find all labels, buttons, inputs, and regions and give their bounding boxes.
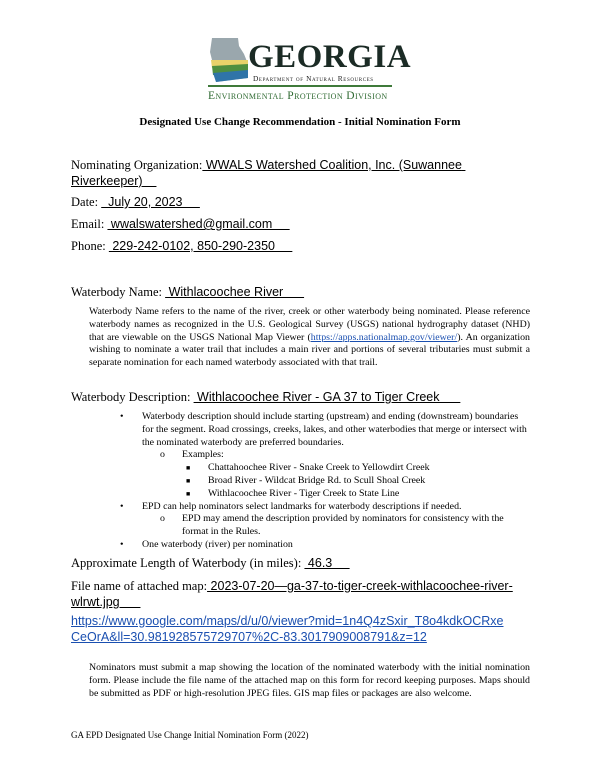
instructions-text-continued: ). An organization wishing to nominate a water trail that includes a main river and portions of several tributaries must submit a separate nomination for each named waterbody associated with that trail. xyxy=(89,331,530,369)
list-item xyxy=(120,411,532,449)
phone-value: 229-242-0102, 850-290-2350 xyxy=(108,239,293,253)
date-field xyxy=(71,195,200,210)
square-bullet-icon: ■ xyxy=(186,476,191,485)
email-label: Email: xyxy=(71,217,105,231)
email-value: wwalswatershed@gmail.com xyxy=(107,217,290,231)
date-value: July 20, 2023 xyxy=(101,195,200,209)
square-bullet-icon: ■ xyxy=(186,489,191,498)
list-item xyxy=(120,501,532,514)
waterbody-name-field xyxy=(71,285,304,300)
page-footer: GA EPD Designated Use Change Initial Nomination Form (2022) xyxy=(71,730,309,740)
map-instructions: Nominators must submit a map showing the location of the nominated waterbody with the initial nomination form. Please include the file name of the attached map on this form for record keeping purposes. Maps should be submitted as PDF or high-resolution JPEG files. GIS map files or packages are also welcome. xyxy=(89,662,530,699)
list-item-text: Withlacoochee River - Tiger Creek to State Line xyxy=(208,487,400,499)
bullet-icon: • xyxy=(120,500,124,512)
square-bullet-icon: ■ xyxy=(186,464,191,473)
phone-label: Phone: xyxy=(71,239,106,253)
list-item xyxy=(186,475,532,488)
list-item-text: One waterbody (river) per nomination xyxy=(142,538,293,550)
google-map-link[interactable]: https://www.google.com/maps/d/u/0/viewer?mid=1n4Q4zSxir_T8o4kdkOCRxeCeOrA&ll=30.981928575729707%2C-83.3017909008791&z=12 xyxy=(71,614,504,644)
list-item-text: Chattahoochee River - Snake Creek to Yellowdirt Creek xyxy=(208,462,430,474)
logo-title: GEORGIA xyxy=(248,39,412,75)
map-filename-value: 2023-07-20—ga-37-to-tiger-creek-withlacoochee-river-wlrwt.jpg xyxy=(71,579,513,609)
date-label: Date: xyxy=(71,195,99,209)
list-item xyxy=(160,449,532,462)
list-item-text: Broad River - Wildcat Bridge Rd. to Scull Shoal Creek xyxy=(208,474,426,486)
list-item xyxy=(186,462,532,475)
length-label: Approximate Length of Waterbody (in miles): xyxy=(71,556,302,570)
list-item xyxy=(160,513,532,539)
list-item xyxy=(120,539,532,552)
logo-subtitle: Department of Natural Resources xyxy=(253,74,374,83)
phone-field xyxy=(71,239,292,254)
email-field xyxy=(71,217,290,232)
list-item-text: Waterbody description should include starting (upstream) and ending (downstream) boundaries for the segment. Road crossings, creeks, lakes, and other waterbodies that merge or intersect with the nominated waterbody are preferred boundaries. xyxy=(142,411,527,448)
map-filename-label: File name of attached map: xyxy=(71,579,208,593)
georgia-state-icon xyxy=(208,38,250,84)
logo-divider xyxy=(208,85,392,87)
nominating-organization-value: WWALS Watershed Coalition, Inc. (Suwannee Riverkeeper) xyxy=(71,158,466,188)
map-filename-field xyxy=(71,578,521,610)
circle-bullet-icon: o xyxy=(160,513,165,525)
logo-division: Environmental Protection Division xyxy=(208,90,388,102)
length-value: 46.3 xyxy=(304,556,350,570)
waterbody-name-instructions xyxy=(89,306,530,370)
national-map-viewer-link[interactable]: https://apps.nationalmap.gov/viewer/ xyxy=(310,331,458,343)
georgia-epd-logo xyxy=(208,38,412,102)
circle-bullet-icon: o xyxy=(160,449,165,461)
bullet-icon: • xyxy=(120,411,124,422)
description-guidelines xyxy=(120,411,532,552)
waterbody-description-value: Withlacoochee River - GA 37 to Tiger Creek xyxy=(193,390,461,404)
instructions-text: Waterbody Name refers to the name of the river, creek or other waterbody being nominated. Please reference waterbody names as recognized in the U.S. Geological Survey (USGS) national hydrography dataset (NHD) that are viewable on the USGS National Map Viewer ( xyxy=(89,306,530,343)
list-item-text: EPD can help nominators select landmarks for waterbody descriptions if needed. xyxy=(142,500,462,512)
list-item-text: EPD may amend the description provided by nominators for consistency with the format in the Rules. xyxy=(182,513,504,538)
waterbody-description-label: Waterbody Description: xyxy=(71,390,191,404)
waterbody-description-field xyxy=(71,390,460,405)
waterbody-name-label: Waterbody Name: xyxy=(71,285,162,299)
list-item-text: Examples: xyxy=(182,449,224,461)
bullet-icon: • xyxy=(120,538,124,550)
waterbody-name-value: Withlacoochee River xyxy=(165,285,305,299)
list-item xyxy=(186,488,532,501)
length-field xyxy=(71,556,350,571)
form-title: Designated Use Change Recommendation - Initial Nomination Form xyxy=(139,116,461,128)
nominating-organization-label: Nominating Organization: xyxy=(71,158,203,172)
nominating-organization-field xyxy=(71,157,521,189)
